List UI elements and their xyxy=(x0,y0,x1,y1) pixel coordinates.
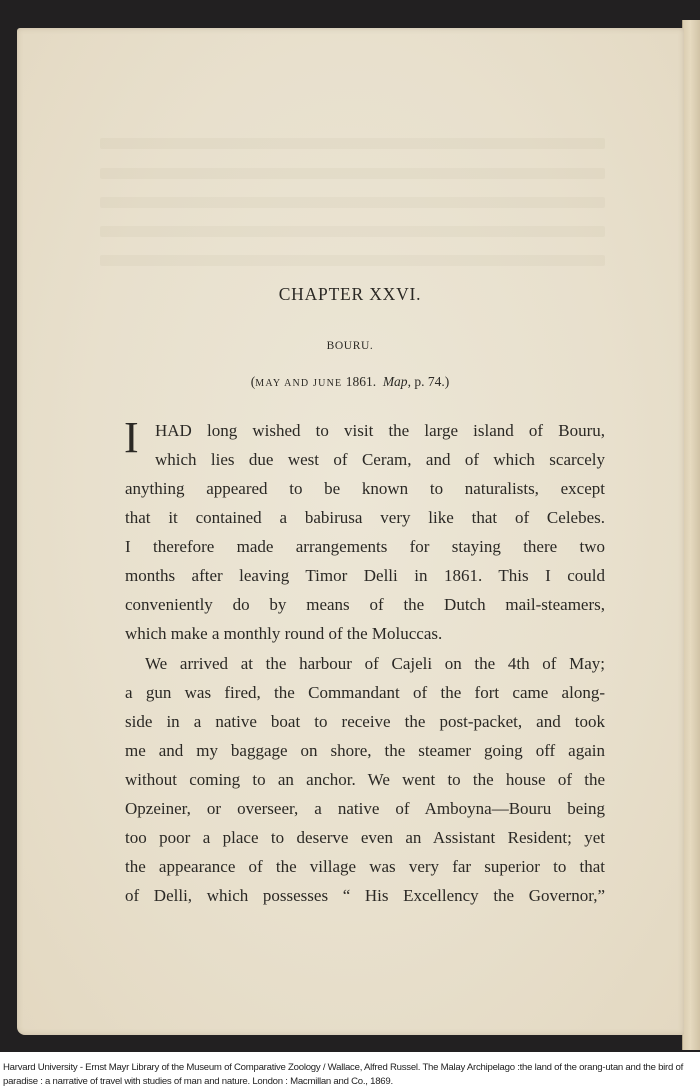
paragraph-1-line: that it contained a babirusa very like that of Celebes. xyxy=(125,508,605,527)
source-caption: Harvard University - Ernst Mayr Library of the Museum of Comparative Zoology / Wallace, Alfred Russel. The Malay Archipelago :the land of the orang-utan and the bird of paradise : a narrative of travel with studies of man and nature. London : Macmillan and Co., 1869. xyxy=(3,1062,684,1087)
dateline-open: ( xyxy=(250,374,256,389)
paragraph-2-line: without coming to an anchor. We went to the house of the xyxy=(125,770,605,789)
dateline-months: MAY AND JUNE xyxy=(255,378,343,389)
paragraph-1-line: I therefore made arrangements for staying there two xyxy=(125,537,605,556)
paragraph-2-line: a gun was fired, the Commandant of the fort came along- xyxy=(125,683,605,702)
paragraph-1-line: which lies due west of Ceram, and of which scarcely xyxy=(155,450,605,469)
show-through-line xyxy=(100,197,605,208)
chapter-heading: CHAPTER XXVI. xyxy=(278,284,422,304)
dateline-map-ref: , p. 74.) xyxy=(407,374,450,389)
dateline-year: 1861. xyxy=(342,374,383,389)
drop-cap: I xyxy=(124,413,139,462)
paragraph-1-line: months after leaving Timor Delli in 1861. This I could xyxy=(125,566,605,585)
facing-page-edge xyxy=(682,20,700,1050)
paragraph-2-line: the appearance of the village was very far superior to that xyxy=(125,857,605,876)
paragraph-1-line: which make a monthly round of the Moluccas. xyxy=(125,624,443,643)
paragraph-2-line: of Delli, which possesses “ His Excellency the Governor,” xyxy=(125,886,605,905)
paragraph-1-line: HAD long wished to visit the large island of Bouru, xyxy=(155,421,605,440)
dateline-map-label: Map xyxy=(382,374,408,389)
paragraph-2-line: too poor a place to deserve even an Assistant Resident; yet xyxy=(125,828,605,847)
book-page xyxy=(17,28,684,1035)
paragraph-1-line: anything appeared to be known to naturalists, except xyxy=(125,479,605,498)
chapter-dateline xyxy=(0,374,700,390)
paragraph-1-line: conveniently do by means of the Dutch mail-steamers, xyxy=(125,595,605,614)
show-through-line xyxy=(100,168,605,179)
paragraph-2-line: Opzeiner, or overseer, a native of Amboyna—Bouru being xyxy=(125,799,605,818)
chapter-title: BOURU. xyxy=(326,340,374,352)
paragraph-2-line: We arrived at the harbour of Cajeli on the 4th of May; xyxy=(145,654,605,673)
paragraph-2-line: side in a native boat to receive the post-packet, and took xyxy=(125,712,605,731)
show-through-line xyxy=(100,255,605,266)
show-through-line xyxy=(100,138,605,149)
show-through-line xyxy=(100,226,605,237)
paragraph-2-line: me and my baggage on shore, the steamer going off again xyxy=(125,741,605,760)
